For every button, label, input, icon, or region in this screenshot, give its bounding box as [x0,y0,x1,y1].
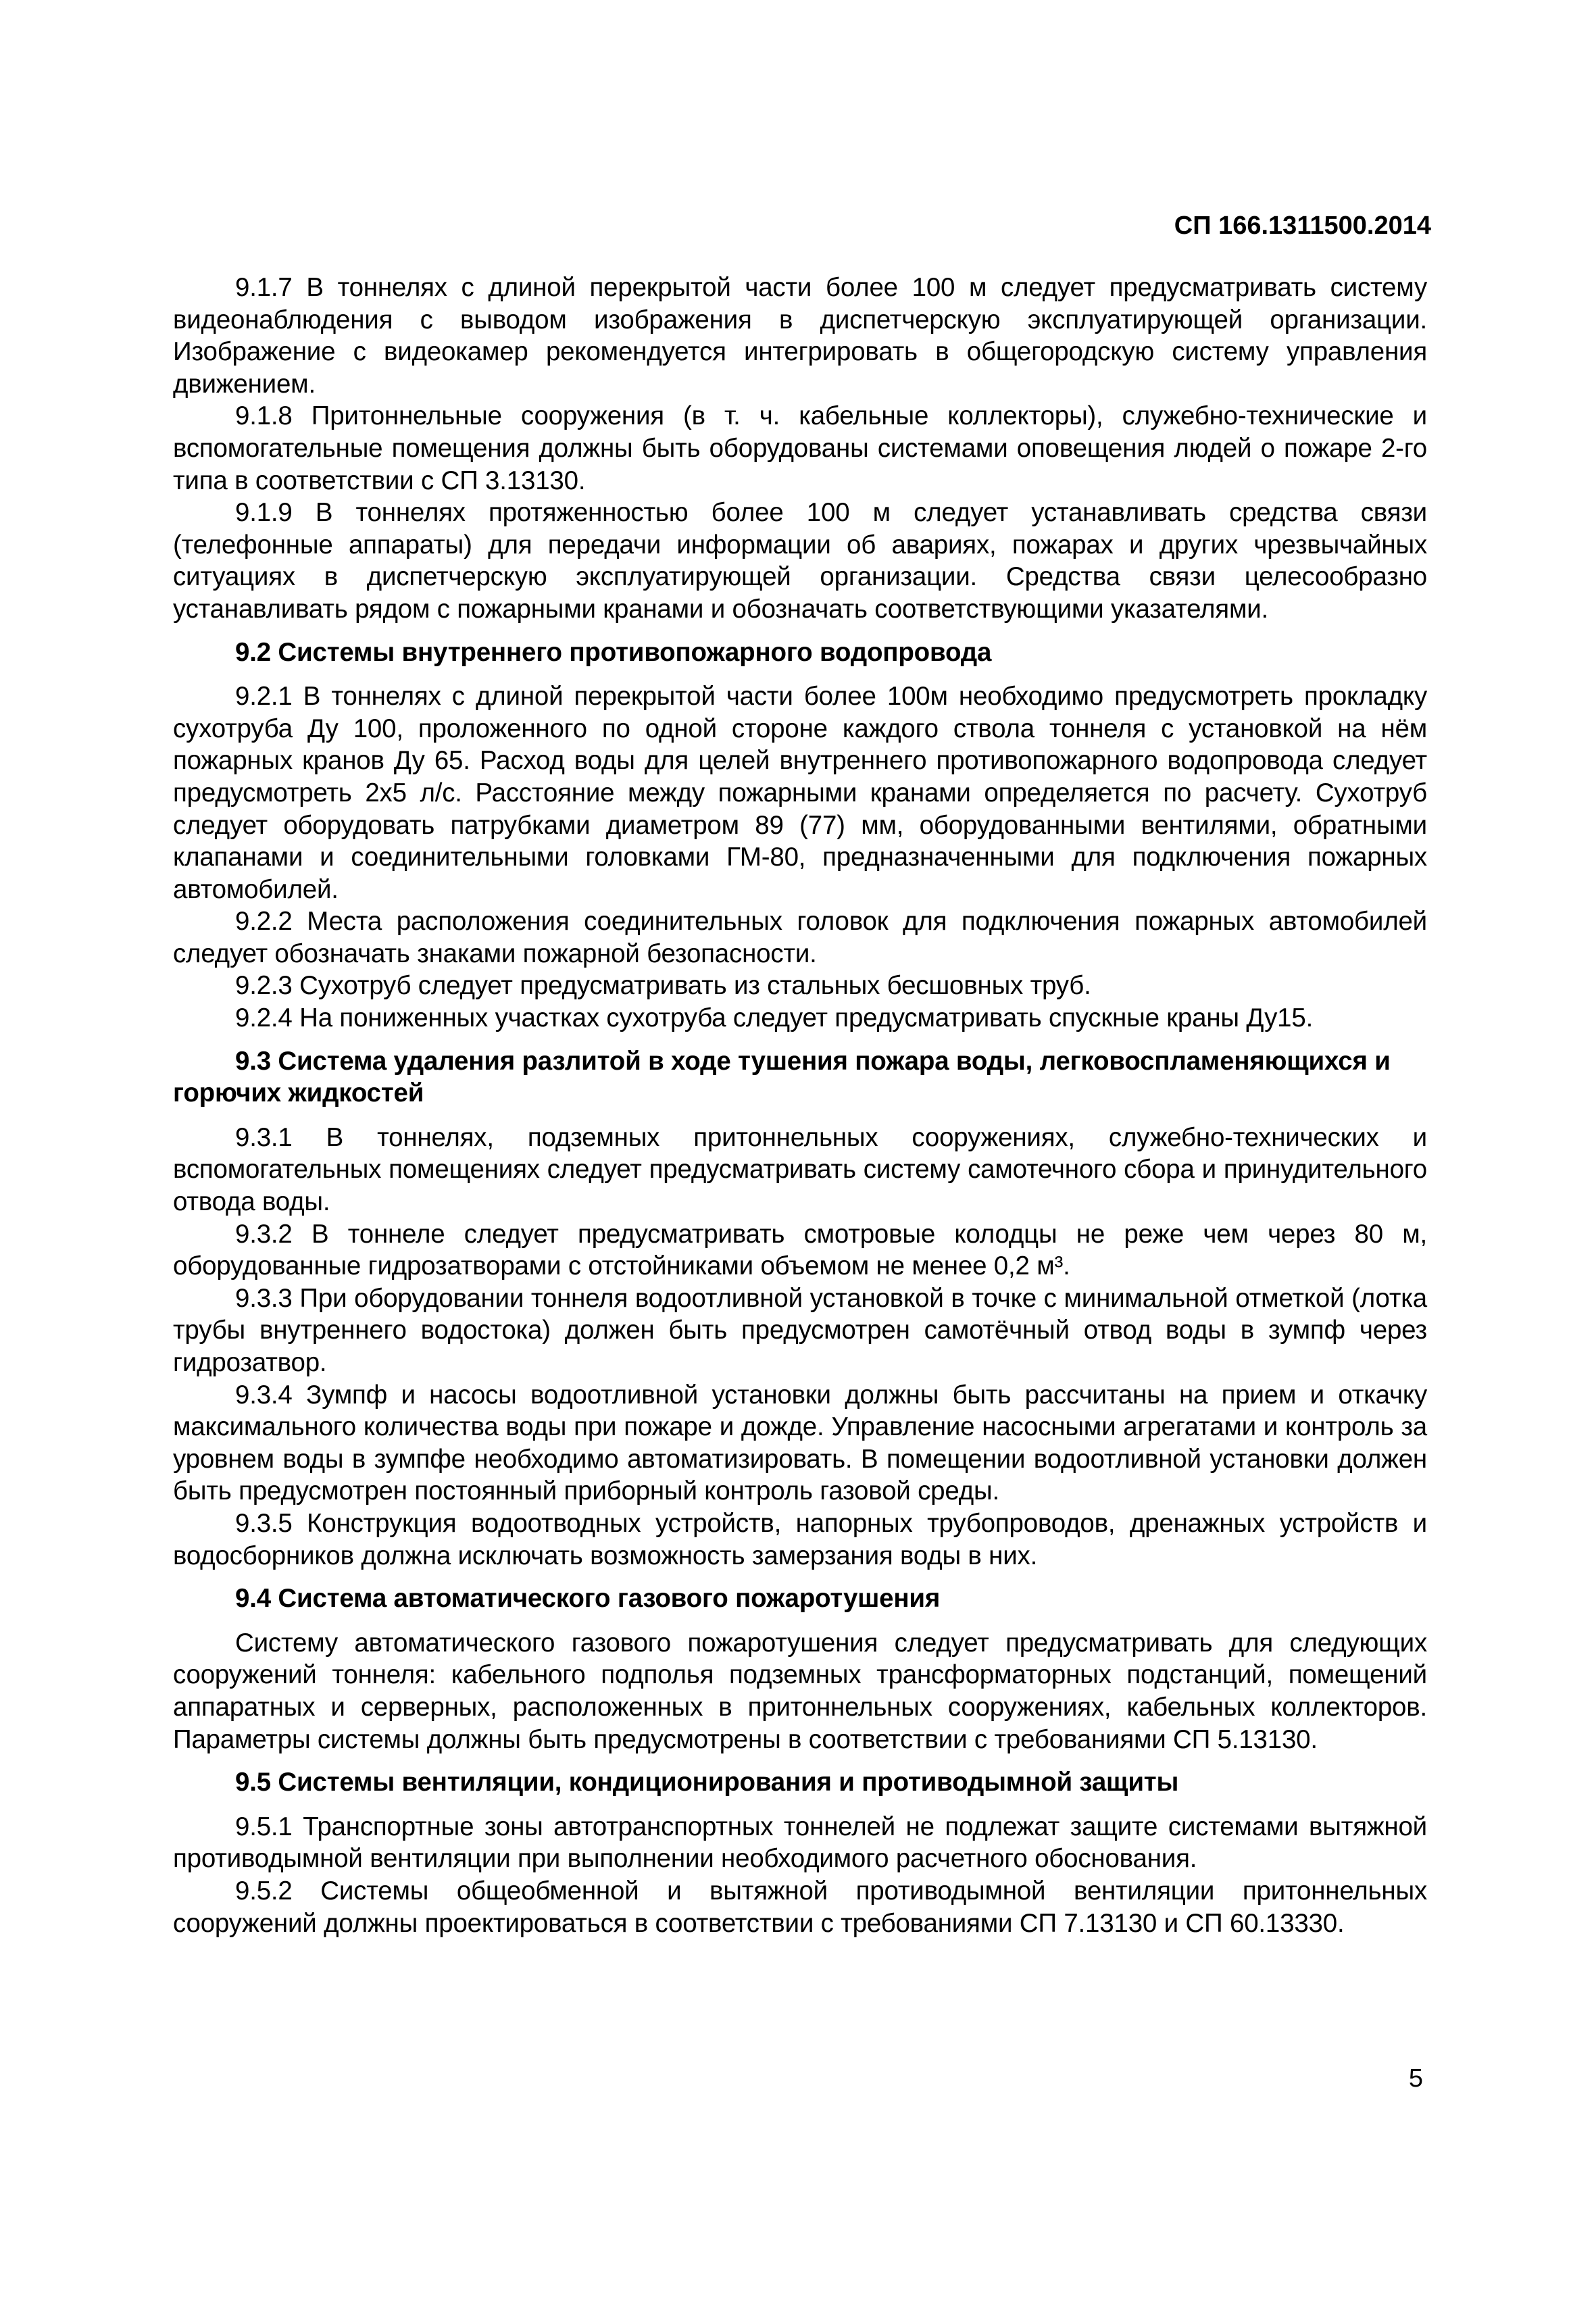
paragraph-9-4: Систему автоматического газового пожаротушения следует предусматривать для следующих сооружений тоннеля: кабельного подполья подземных трансформаторных подстанций, помещений аппаратных и серверных, расположенных в притоннельных сооружениях, кабельных коллекторов. Параметры системы должны быть предусмотрены в соответствии с требованиями СП 5.13130. [173,1628,1427,1754]
paragraph-9-5-1: 9.5.1 Транспортные зоны автотранспортных тоннелей не подлежат защите системами вытяжной противодымной вентиляции при выполнении необходимого расчетного обоснования. [173,1812,1427,1874]
paragraph-9-1-9: 9.1.9 В тоннелях протяженностью более 100 м следует устанавливать средства связи (телефонные аппараты) для передачи информации об авариях, пожарах и других чрезвычайных ситуациях в диспетчерскую эксплуатирующей организации. Средства связи целесообразно устанавливать рядом с пожарными кранами и обозначать соответствующими указателями. [173,498,1427,624]
paragraph-9-2-3: 9.2.3 Сухотруб следует предусматривать из стальных бесшовных труб. [235,971,1091,1001]
section-heading-9-3: 9.3 Система удаления разлитой в ходе тушения пожара воды, легковоспламеняющихся и горючих жидкостей [173,1046,1391,1108]
section-heading-9-4: 9.4 Система автоматического газового пожаротушения [235,1584,941,1614]
section-heading-9-5: 9.5 Системы вентиляции, кондиционирования и противодымной защиты [235,1768,1179,1797]
paragraph-9-3-5: 9.3.5 Конструкция водоотводных устройств, напорных трубопроводов, дренажных устройств и водосборников должна исключать возможность замерзания воды в них. [173,1508,1427,1570]
paragraph-9-3-1: 9.3.1 В тоннелях, подземных притоннельных сооружениях, служебно-технических и вспомогательных помещениях следует предусматривать систему самотечного сбора и принудительного отвода воды. [173,1122,1427,1217]
paragraph-9-3-2: 9.3.2 В тоннеле следует предусматривать смотровые колодцы не реже чем через 80 м, оборудованные гидрозатворами с отстойниками объемом не менее 0,2 м³. [173,1219,1427,1281]
document-code: СП 166.1311500.2014 [1174,211,1431,240]
paragraph-9-2-2: 9.2.2 Места расположения соединительных головок для подключения пожарных автомобилей следует обозначать знаками пожарной безопасности. [173,907,1427,968]
paragraph-9-1-8: 9.1.8 Притоннельные сооружения (в т. ч. кабельные коллекторы), служебно-технические и вспомогательные помещения должны быть оборудованы системами оповещения людей о пожаре 2-го типа в соответствии с СП 3.13130. [173,401,1427,495]
document-body [173,272,1427,1939]
paragraph-9-3-4: 9.3.4 Зумпф и насосы водоотливной установки должны быть рассчитаны на прием и откачку максимального количества воды при пожаре и дожде. Управление насосными агрегатами и контроль за уровнем воды в зумпфе необходимо автоматизировать. В помещении водоотливной установки должен быть предусмотрен постоянный приборный контроль газовой среды. [173,1380,1427,1506]
paragraph-9-2-4: 9.2.4 На пониженных участках сухотруба следует предусматривать спускные краны Ду15. [235,1003,1314,1033]
paragraph-9-2-1: 9.2.1 В тоннелях с длиной перекрытой части более 100м необходимо предусмотреть прокладку сухотруба Ду 100, проложенного по одной стороне каждого ствола тоннеля с установкой на нём пожарных кранов Ду 65. Расход воды для целей внутреннего противопожарного водопровода следует предусмотреть 2х5 л/с. Расстояние между пожарными кранами определяется по расчету. Сухотруб следует оборудовать патрубками диаметром 89 (77) мм, оборудованными вентилями, обратными клапанами и соединительными головками ГМ-80, предназначенными для подключения пожарных автомобилей. [173,682,1427,904]
paragraph-9-5-2: 9.5.2 Системы общеобменной и вытяжной противодымной вентиляции притоннельных сооружений должны проектироваться в соответствии с требованиями СП 7.13130 и СП 60.13330. [173,1876,1427,1938]
paragraph-9-1-7: 9.1.7 В тоннелях с длиной перекрытой части более 100 м следует предусматривать систему видеонаблюдения с выводом изображения в диспетчерскую эксплуатирующей организации. Изображение с видеокамер рекомендуется интегрировать в общегородскую систему управления движением. [173,273,1427,399]
page-number: 5 [1408,2064,1423,2093]
paragraph-9-3-3: 9.3.3 При оборудовании тоннеля водоотливной установкой в точке с минимальной отметкой (лотка трубы внутреннего водостока) должен быть предусмотрен самотёчный отвод воды в зумпф через гидрозатвор. [173,1283,1427,1377]
section-heading-9-2: 9.2 Системы внутреннего противопожарного водопровода [235,637,992,667]
